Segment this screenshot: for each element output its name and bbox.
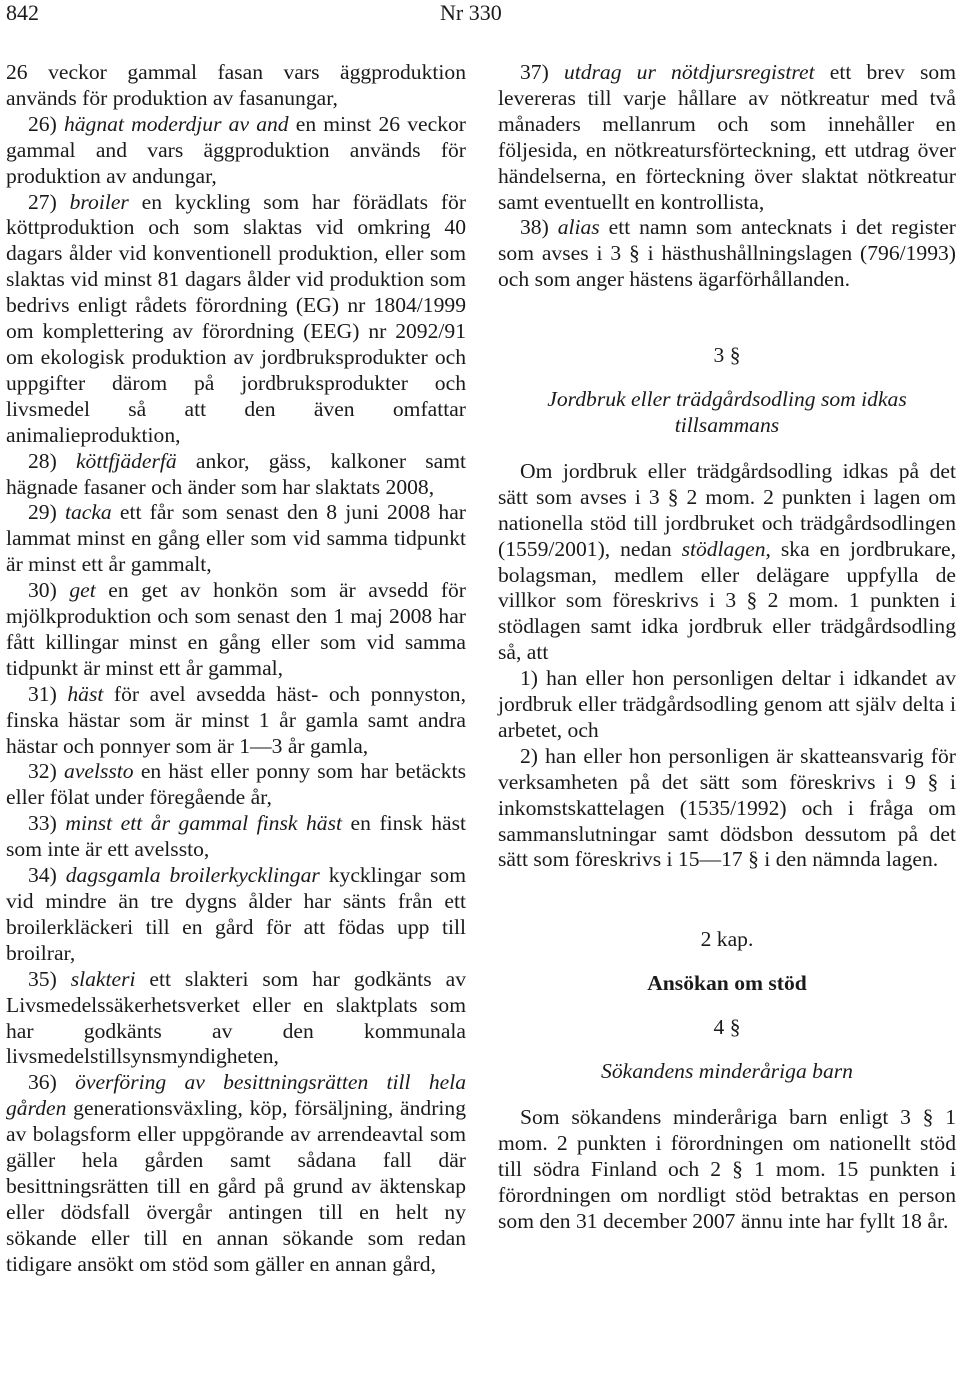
definition-31: 31) häst för avel avsedda häst- och ponnyston, finska hästar som är minst 1 år gamla samt andra hästar och ponnyer som är 1—3 år gamla, — [6, 681, 466, 758]
issue-number: Nr 330 — [440, 0, 502, 25]
definition-27: 27) broiler en kyckling som har förädlats för köttproduktion och som slaktas vid omkring 40 dagars ålder vid konventionell produktion, eller som slaktas vid minst 81 dagars ålder vid produktion som bedrivs enligt rådets förordning (EG) nr 1804/1999 om komplettering av förordning (EEG) nr 2092/91 om ekologisk produktion av jordbruksprodukter och uppgifter därom på jordbruksprodukter och livsmedel så att den även omfattar animalieproduktion, — [6, 189, 467, 447]
definition-28: 28) köttfjäderfä ankor, gäss, kalkoner samt hägnade fasaner och änder som har slaktats 2008, — [6, 448, 466, 499]
page-header — [0, 0, 960, 30]
left-column — [6, 60, 466, 1278]
definition-35: 35) slakteri ett slakteri som har godkänts av Livsmedelssäkerhetsverket eller en slaktplats som har godkänts av den kommunala livsmedelstillsynsmyndigheten, — [6, 966, 466, 1069]
chapter-title: Ansökan om stöd — [647, 971, 807, 996]
definition-29: 29) tacka ett får som senast den 8 juni 2008 har lammat minst en gång eller som vid samma tidpunkt är minst ett år gammalt, — [6, 500, 466, 577]
definition-38: 38) alias ett namn som antecknats i det register som avses i 3 § i hästhushållningslagen (796/1993) och som anger hästens ägarförhållanden. — [498, 215, 956, 292]
right-column — [498, 60, 956, 1235]
section-3-paragraph-1: Om jordbruk eller trädgårdsodling idkas på det sätt som avses i 3 § 2 mom. 2 punkten i lagen om nationella stöd till jordbruket och trädgårdsodlingen (1559/2001), nedan stödlagen, ska en jordbrukare, bolagsman, medlem eller delägare uppfylla de villkor som föreskrivs i 3 § 2 mom. 1 punkten i stödlagen samt idka jordbruk eller trädgårdsodling så, att — [498, 458, 956, 665]
definition-32: 32) avelssto en häst eller ponny som har betäckts eller fölat under föregående år, — [6, 759, 466, 810]
chapter-number: 2 kap. — [700, 927, 754, 952]
section-4-title: Sökandens minderåriga barn — [601, 1059, 853, 1084]
section-3-item-2: 2) han eller hon personligen är skatteansvarig för verksamheten på det sätt som föreskrivs i 9 § i inkomstskattelagen (1535/1992) och i fråga om sammanslutningar samt dödsbon dessutom på det sätt som föreskrivs i 15—17 § i den nämnda lagen. — [498, 743, 956, 872]
definition-33: 33) minst ett år gammal finsk häst en finsk häst som inte är ett avelssto, — [6, 811, 467, 862]
definition-37: 37) utdrag ur nötdjursregistret ett brev som levereras till varje hållare av nötkreatur med två månaders mellanrum och som innehåller en följesida, en nötkreatursförteckning, ett utdrag över händelserna, en förteckning över slaktat nötkreatur samt eventuellt en kontrollista, — [498, 60, 956, 214]
definition-34: 34) dagsgamla broilerkycklingar kycklingar som vid mindre än tre dygns ålder har sänts från ett broilerkläckeri till en gård för att födas upp till broilrar, — [6, 863, 467, 965]
section-3-title: Jordbruk eller trädgårdsodling som idkas tillsammans — [547, 387, 907, 437]
section-4-paragraph-1: Som sökandens minderåriga barn enligt 3 § 1 mom. 2 punkten i förordningen om nationellt stöd till södra Finland och 2 § 1 mom. 15 punkten i förordningen om nordligt stöd betraktas en person som den 31 december 2007 ännu inte har fyllt 18 år. — [498, 1105, 956, 1233]
section-3-item-1: 1) han eller hon personligen deltar i idkandet av jordbruk eller trädgårdsodling genom att själv delta i arbetet, och — [498, 666, 956, 742]
definition-26: 26) hägnat moderdjur av and en minst 26 veckor gammal and vars äggproduktion används för produktion av andungar, — [6, 111, 466, 188]
section-3-number: 3 § — [713, 343, 741, 368]
section-4-number: 4 § — [713, 1015, 741, 1040]
definition-30: 30) get en get av honkön som är avsedd för mjölkproduktion och som senast den 1 maj 2008 har fått killingar minst en gång eller som vid samma tidpunkt är minst ett år gammal, — [6, 578, 466, 680]
page-number: 842 — [6, 0, 39, 25]
paragraph-continuation: 26 veckor gammal fasan vars äggproduktion används för produktion av fasanungar, — [6, 60, 466, 110]
definition-36: 36) överföring av besittningsrätten till hela gården generationsväxling, köp, försäljning, ändring av bolagsform eller uppgörande av arrendeavtal som gäller hela gården samt sådana fall där besittningsrätten till en gård på grund av äktenskap eller dödsfall övergår antingen till en helt ny sökande eller till en annan sökande som redan tidigare ansökt om stöd som gäller en annan gård, — [6, 1070, 466, 1276]
